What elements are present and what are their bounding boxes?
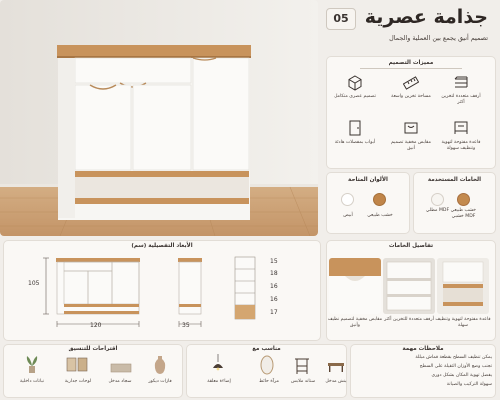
hero-photo [0,0,318,236]
shelf-height-2: 18 [270,270,278,277]
suggestion-label-3: لوحات جدارية [64,379,92,384]
suitable-label-2: ستاند ملابس [290,379,316,384]
colors-heading: الألوان المتاحة [348,177,388,183]
mirror-icon [259,355,275,375]
notes-panel [350,344,496,398]
feature-label-5: مقابض مخفية تصميم أنيق [391,140,431,151]
dimension-height: 105 [28,280,40,287]
material-label-1: خشب طبيعي [450,208,476,213]
base-icon [453,120,469,136]
vase-icon [152,355,168,375]
features-heading-rule [360,68,462,69]
suggestion-label-1: فازات ديكور [148,379,172,384]
detail-label-3: مقابض مخفية لتصميم نظيف وأنيق [327,317,383,328]
shelf-height-3: 16 [270,283,278,290]
ruler-icon [403,75,419,91]
material-swatch-2 [431,193,444,206]
coat-rack-icon [293,356,311,376]
note-3: يفضل تهوية المكان بشكل دوري [431,373,492,378]
feature-label-1: أرفف متعددة لتخزين أكثر [441,94,481,105]
detail-label-2: أرفف متعددة للتخزين أكثر [384,317,434,322]
frame-icon [66,356,88,374]
page-subtitle: تصميم أنيق يجمع بين العملية والجمال [389,34,488,42]
shelf-height-1: 15 [270,258,278,265]
rug-icon [110,362,132,374]
side-view-drawing [172,252,212,337]
cube-icon [347,75,363,91]
note-2: تجنب وضع الأوزان الثقيلة على السطح [419,364,492,369]
plant-icon [24,354,40,374]
detail-label-1: قاعدة مفتوحة لتهوية وتنظيف سهلة [435,317,491,328]
front-view-drawing [20,252,150,337]
suggestion-label-2: سجاد مدخل [108,379,132,384]
notes-heading: ملاحظات مهمة [402,346,444,352]
color-label-wood: خشب طبيعي [367,213,393,218]
detail-photo-base [437,258,489,314]
page-title: جذامة عصرية [364,6,488,28]
dimension-depth: 35 [182,322,190,329]
lamp-icon [210,354,226,374]
color-label-white: أبيض [343,213,353,218]
note-4: سهولة التركيب والصيانة [446,382,492,387]
dimension-width: 120 [90,322,102,329]
material-label-2: MDF مطلي [425,208,450,213]
features-panel [326,56,496,169]
suggestions-heading: اقتراحات للتنسيق [68,346,118,352]
detail-photo-shelves [383,258,435,314]
details-heading: تفاصيل الخامات [388,243,434,249]
suitable-label-4: إضاءة معلقة [207,379,231,384]
product-number: 05 [333,12,349,25]
door-icon [347,120,363,136]
materials-heading: الخامات المستخدمة [427,177,482,183]
shelf-height-4: 16 [270,296,278,303]
suitable-label-1: بنش مدخل [325,379,347,384]
shelf-section-drawing [232,254,272,324]
suggestion-label-4: نباتات داخلية [19,379,45,384]
material-swatch-1 [457,193,470,206]
shelf-height-5: 17 [270,309,278,316]
shelves-icon [453,75,469,91]
feature-label-3: تصميم عصري متكامل [334,94,376,99]
handle-icon [403,120,419,136]
shoe-cabinet-illustration [57,45,251,220]
suitable-label-3: مرآة حائط [258,379,280,384]
color-swatch-white [341,193,354,206]
suitable-heading: مناسب مع [252,346,281,352]
features-heading: مميزات التصميم [388,60,434,66]
note-1: يمكن تنظيف السطح بقطعة قماش مبللة [415,355,492,360]
bench-icon [327,358,345,374]
detail-photo-handle [329,258,381,314]
feature-label-4: قاعدة مفتوحة لتهوية وتنظيف سهولة [441,140,481,151]
material-label-3: MDF خشبي [451,214,476,219]
dimensions-heading: الأبعاد التفصيلية (سم) [131,243,193,249]
color-swatch-wood [373,193,386,206]
feature-label-6: أبواب بمفصلات هادئة [334,140,376,145]
feature-label-2: مساحة تخزين واسعة [391,94,431,99]
